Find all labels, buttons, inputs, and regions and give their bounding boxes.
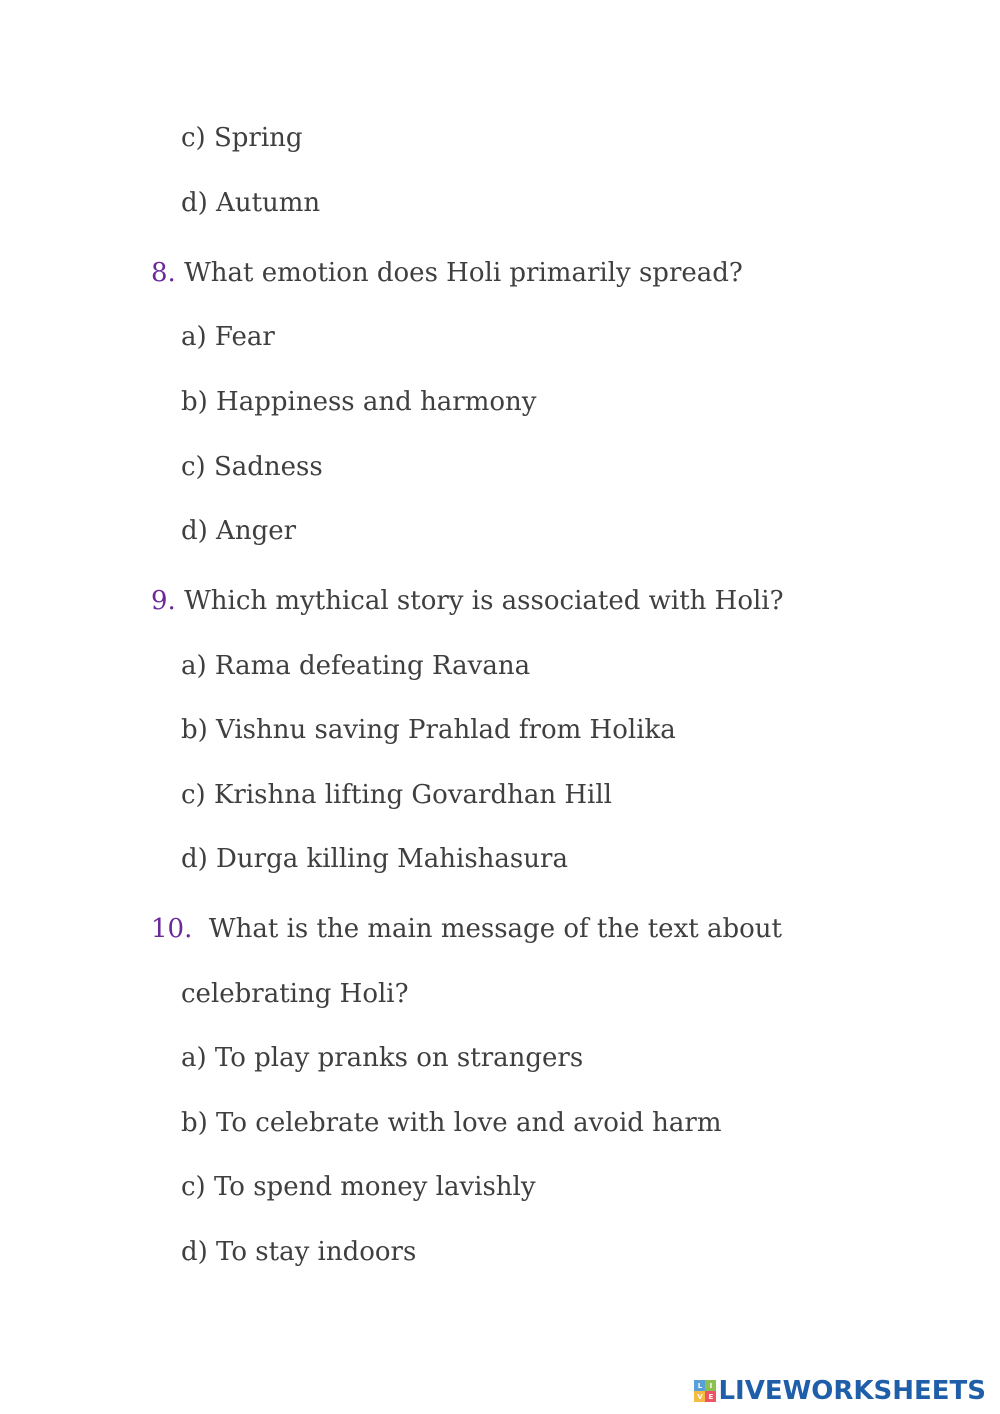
q8-option-d: d) Anger xyxy=(181,516,297,546)
q8-option-a: a) Fear xyxy=(181,322,275,352)
liveworksheets-logo xyxy=(694,1376,986,1406)
question-8 xyxy=(151,258,743,288)
q10-option-c: c) To spend money lavishly xyxy=(181,1172,536,1202)
q8-option-c: c) Sadness xyxy=(181,452,323,482)
question-10 xyxy=(151,914,782,944)
q9-option-a: a) Rama defeating Ravana xyxy=(181,651,531,681)
q10-option-d: d) To stay indoors xyxy=(181,1237,417,1267)
q9-option-d: d) Durga killing Mahishasura xyxy=(181,844,568,874)
q10-option-b: b) To celebrate with love and avoid harm xyxy=(181,1108,722,1138)
liveworksheets-logo-icon: L I V E xyxy=(694,1380,716,1402)
question-9-number: 9. xyxy=(151,586,176,616)
question-10-number: 10. xyxy=(151,914,193,944)
question-8-text: What emotion does Holi primarily spread? xyxy=(184,258,743,288)
question-9-text: Which mythical story is associated with Holi? xyxy=(184,586,784,616)
q8-option-b: b) Happiness and harmony xyxy=(181,387,537,417)
liveworksheets-logo-text: LIVEWORKSHEETS xyxy=(718,1376,986,1406)
q7-option-d: d) Autumn xyxy=(181,188,321,218)
q7-option-c: c) Spring xyxy=(181,123,303,153)
q9-option-c: c) Krishna lifting Govardhan Hill xyxy=(181,780,612,810)
q9-option-b: b) Vishnu saving Prahlad from Holika xyxy=(181,715,676,745)
question-9 xyxy=(151,586,784,616)
question-10-text: What is the main message of the text about xyxy=(208,914,782,944)
q10-option-a: a) To play pranks on strangers xyxy=(181,1043,584,1073)
question-8-number: 8. xyxy=(151,258,176,288)
question-10-text-continued: celebrating Holi? xyxy=(181,979,409,1009)
